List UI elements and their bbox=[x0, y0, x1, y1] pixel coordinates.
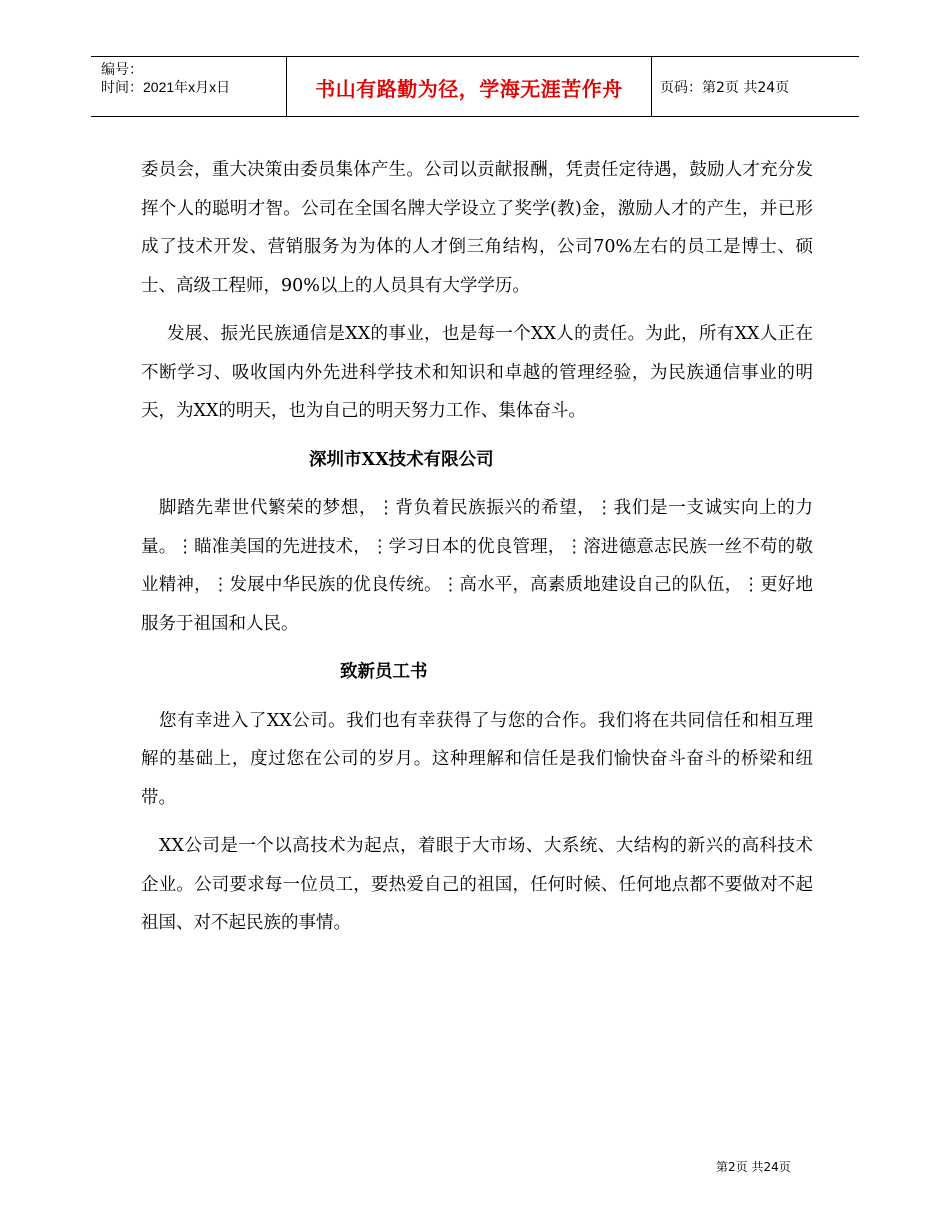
document-number-label: 编号： bbox=[101, 61, 143, 77]
header-meta bbox=[101, 60, 230, 96]
document-time: 时间：2021年x月x日 bbox=[101, 79, 231, 95]
page-header bbox=[91, 56, 859, 117]
paragraph: XX公司是一个以高技术为起点，着眼于大市场、大系统、大结构的新兴的高科技术企业。公司要求每一位员工，要热爱自己的祖国，任何时候、任何地点都不要做对不起祖国、对不起民族的事情。 bbox=[141, 836, 813, 933]
header-motto: 书山有路勤为径，学海无涯苦作舟 bbox=[315, 77, 623, 101]
paragraph: 发展、振光民族通信是XX的事业，也是每一个XX人的责任。为此，所有XX人正在不断学习、吸收国内外先进科学技术和知识和卓越的管理经验，为民族通信事业的明天，为XX的明天，也为自己的明天努力工作、集体奋斗。 bbox=[141, 324, 813, 421]
header-divider bbox=[651, 57, 652, 116]
header-page-number: 页码：第2页 共24页 bbox=[660, 80, 790, 96]
paragraph: 脚踏先辈世代繁荣的梦想，⋮背负着民族振兴的希望，⋮我们是一支诚实向上的力量。⋮瞄准美国的先进技术，⋮学习日本的优良管理，⋮溶进德意志民族一丝不苟的敬业精神，⋮发展中华民族的优良传统。⋮高水平，高素质地建设自己的队伍，⋮更好地服务于祖国和人民。 bbox=[141, 498, 813, 634]
section-heading-letter: 致新员工书 bbox=[340, 662, 428, 682]
section-heading-company: 深圳市XX技术有限公司 bbox=[309, 449, 494, 470]
document-body bbox=[141, 151, 813, 953]
paragraph: 您有幸进入了XX公司。我们也有幸获得了与您的合作。我们将在共同信任和相互理解的基础上，度过您在公司的岁月。这种理解和信任是我们愉快奋斗奋斗的桥梁和纽带。 bbox=[141, 710, 813, 808]
page-footer: 第2页 共24页 bbox=[716, 1160, 791, 1174]
paragraph: 委员会，重大决策由委员集体产生。公司以贡献报酬，凭责任定待遇，鼓励人才充分发挥个人的聪明才智。公司在全国名牌大学设立了奖学(教)金，激励人才的产生，并已形成了技术开发、营销服务为为体的人才倒三角结构，公司70%左右的员工是博士、硕士、高级工程师，90%以上的人员具有大学学历。 bbox=[141, 160, 813, 296]
